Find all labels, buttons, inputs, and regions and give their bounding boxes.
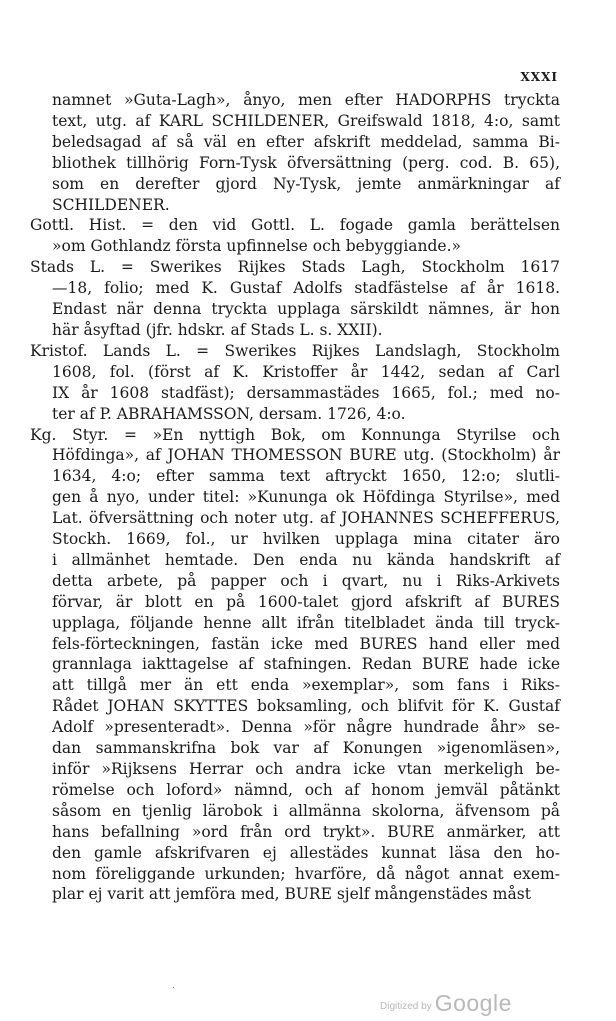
text-line: gen å nyo, under titel: »Kununga ok Höfdinga Styrilse», med [52, 488, 560, 507]
text-line: den gamle afskrifvaren ej allestädes kunnat läsa den ho- [52, 843, 560, 862]
text-line: dan sammanskrifna bok var af Konungen »igenomläsen», [52, 739, 560, 758]
text-line: ter af P. ABRAHAMSSON, dersam. 1726, 4:o. [52, 404, 406, 423]
text-line: nom föreliggande urkunden; hvarföre, då något annat exem- [52, 864, 560, 883]
text-line: här åsyftad (jfr. hdskr. af Stads L. s. XXII). [52, 320, 383, 339]
text-line: Endast när denna tryckta upplaga särskildt nämnes, är hon [52, 300, 560, 319]
text-line: Stockh. 1669, fol., ur hvilken upplaga mina citater äro [52, 530, 560, 549]
text-line: förvar, är blott en på 1600-talet gjord afskrift af BURES [52, 592, 560, 611]
watermark-prefix: Digitized by [380, 1001, 432, 1012]
text-line: Gottl. Hist. = den vid Gottl. L. fogade gamla berättelsen [30, 216, 560, 235]
entry-kg-styr [30, 425, 560, 906]
text-line: namnet »Guta-Lagh», ånyo, men efter HADORPHS tryckta [52, 91, 560, 109]
text-line: IX år 1608 stadfäst); dersammastädes 1665, fol.; med no- [52, 383, 560, 402]
footer-mark: ˏ [172, 978, 176, 989]
text-line: text, utg. af KARL SCHILDENER, Greifswald 1818, 4:o, samt [52, 111, 560, 130]
text-line: Rådet JOHAN SKYTTES boksamling, och blifvit för K. Gustaf [52, 697, 560, 716]
entry-gottl-hist [30, 215, 560, 257]
digitized-by-watermark [380, 990, 512, 1017]
text-line: som en derefter gjord Ny-Tysk, jemte anmärkningar af [52, 174, 560, 193]
entry-kristof-lands-l [30, 341, 560, 425]
text-line: »om Gothlandz första upfinnelse och bebyggiande.» [52, 237, 462, 256]
text-line: Kg. Styr. = »En nyttigh Bok, om Konnunga Styrilse och [30, 425, 560, 444]
entry-stads-l [30, 257, 560, 341]
text-line: såsom en tjenlig lärobok i allmänna skolorna, äfvensom på [52, 801, 560, 820]
text-line: fels-förteckningen, fastän icke med BURES hand eller med [52, 634, 560, 653]
continuation-paragraph [30, 90, 560, 215]
text-line: upplaga, följande henne allt ifrån titelbladet ända till tryck- [52, 613, 560, 632]
text-line: Adolf »presenteradt». Denna »för någre hundrade åhr» se- [52, 718, 560, 737]
text-line: beledsagad af så väl en efter afskrift meddelad, samma Bi- [52, 132, 560, 151]
text-line: SCHILDENER. [52, 195, 170, 214]
text-line: römelse och loford» nämnd, och af honom jemväl påtänkt [52, 780, 560, 799]
text-line: Kristof. Lands L. = Swerikes Rijkes Landslagh, Stockholm [30, 341, 560, 360]
text-line: Lat. öfversättning och noter utg. af JOHANNES SCHEFFERUS, [52, 509, 560, 528]
text-line: inför »Rijksens Herrar och andra icke vtan merkeligh be- [52, 760, 560, 778]
text-line: Stads L. = Swerikes Rijkes Stads Lagh, Stockholm 1617 [30, 258, 560, 277]
text-line: grannlaga iakttagelse af stafningen. Redan BURE hade icke [52, 655, 560, 674]
text-line: plar ej varit att jemföra med, BURE sjelf mångenstädes måst [52, 885, 531, 904]
main-text [30, 90, 560, 905]
text-line: —18, folio; med K. Gustaf Adolfs stadfästelse af år 1618. [52, 279, 560, 298]
text-line: i allmänhet hemtade. Den enda nu kända handskrift af [52, 550, 560, 569]
text-line: 1608, fol. (först af K. Kristoffer år 1442, sedan af Carl [52, 362, 560, 381]
text-line: Höfdinga», af JOHAN THOMESSON BURE utg. (Stockholm) år [52, 446, 560, 465]
text-line: bliothek tillhörig Forn-Tysk öfversättning (perg. cod. B. 65), [52, 153, 560, 172]
text-line: att tillgå mer än ett enda »exemplar», som fans i Riks- [52, 676, 560, 695]
google-logo: Google [434, 990, 512, 1016]
page-number: XXXI [520, 70, 558, 84]
text-line: hans befallning »ord från ord trykt». BURE anmärker, att [52, 822, 560, 841]
text-line: 1634, 4:o; efter samma text aftryckt 1650, 12:o; slutli- [52, 467, 560, 486]
text-line: detta arbete, på papper och i qvart, nu i Riks-Arkivets [52, 571, 560, 590]
